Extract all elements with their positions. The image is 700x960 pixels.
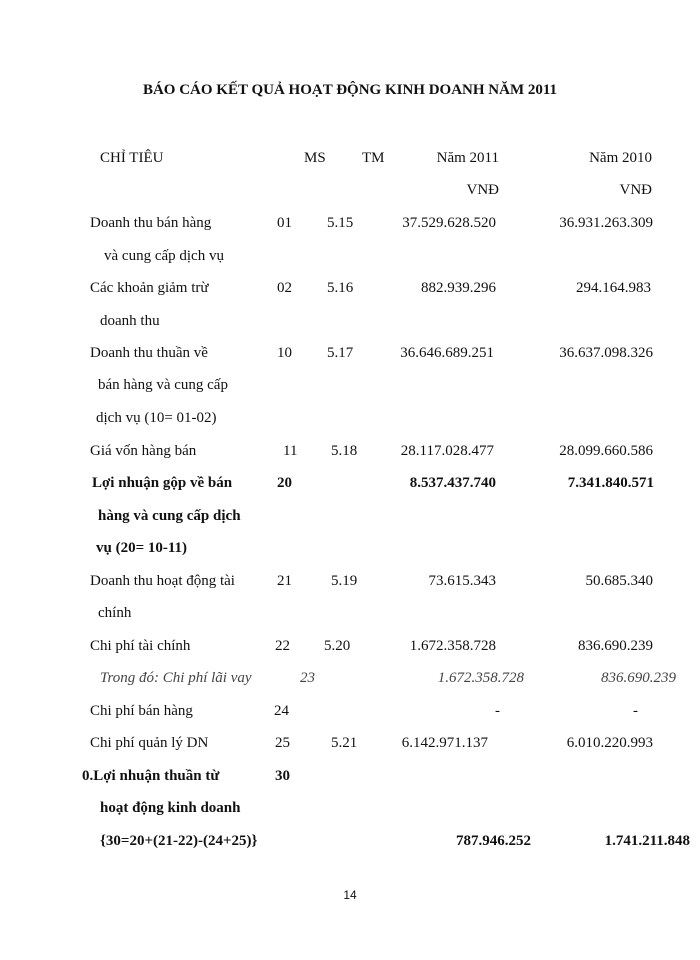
header-tm: TM — [362, 150, 385, 166]
header-year-2011: Năm 2011 — [436, 150, 499, 166]
row-tm: 5.16 — [327, 280, 354, 296]
row-label-line: và cung cấp dịch vụ — [104, 248, 224, 264]
row-label-line: Doanh thu bán hàng — [90, 215, 212, 231]
row-tm: 5.20 — [324, 638, 351, 654]
row-value-2010: 36.931.263.309 — [559, 215, 653, 231]
row-label-line: Lợi nhuận gộp về bán — [92, 475, 233, 491]
row-value-2010: 1.741.211.848 — [604, 833, 690, 849]
row-label-line: 0.Lợi nhuận thuần từ — [82, 768, 220, 784]
row-label-line: Doanh thu hoạt động tài — [90, 573, 235, 589]
row-ms: 23 — [300, 670, 315, 686]
row-value-2011: 1.672.358.728 — [409, 638, 496, 654]
row-value-2011: 36.646.689.251 — [400, 345, 494, 361]
row-value-2011: 787.946.252 — [456, 833, 531, 849]
row-label-line: Doanh thu thuần về — [90, 345, 208, 361]
row-value-2011: 6.142.971.137 — [401, 735, 488, 751]
row-value-2011: 37.529.628.520 — [402, 215, 496, 231]
row-tm: 5.18 — [331, 443, 358, 459]
header-year-2010: Năm 2010 — [589, 150, 652, 166]
row-tm: 5.17 — [327, 345, 354, 361]
row-tm: 5.21 — [331, 735, 358, 751]
row-tm: 5.19 — [331, 573, 358, 589]
row-ms: 10 — [277, 345, 292, 361]
row-value-2011: 882.939.296 — [421, 280, 496, 296]
row-ms: 22 — [275, 638, 290, 654]
row-value-2010: 294.164.983 — [576, 280, 651, 296]
row-label-line: Các khoản giảm trừ — [90, 280, 209, 296]
row-value-2010: - — [633, 703, 638, 719]
row-label-line: hàng và cung cấp dịch — [98, 508, 241, 524]
row-label-line: Chi phí bán hàng — [90, 703, 193, 719]
row-label-line: hoạt động kinh doanh — [100, 800, 241, 816]
row-ms: 30 — [275, 768, 290, 784]
header-ms: MS — [304, 150, 326, 166]
page-number: 14 — [343, 888, 357, 902]
row-value-2010: 836.690.239 — [578, 638, 653, 654]
row-ms: 11 — [283, 443, 298, 459]
row-ms: 01 — [277, 215, 292, 231]
row-value-2010: 28.099.660.586 — [559, 443, 653, 459]
report-title: BÁO CÁO KẾT QUẢ HOẠT ĐỘNG KINH DOANH NĂM 2011 — [142, 82, 558, 98]
row-value-2011: 73.615.343 — [428, 573, 496, 589]
row-value-2010: 50.685.340 — [585, 573, 653, 589]
row-label-line: bán hàng và cung cấp — [98, 377, 228, 393]
header-unit-2011: VNĐ — [466, 182, 499, 198]
row-label-line: Chi phí quản lý DN — [90, 735, 209, 751]
row-label-line: chính — [98, 605, 132, 621]
row-label-line: Giá vốn hàng bán — [90, 443, 197, 459]
row-label-line: {30=20+(21-22)-(24+25)} — [100, 833, 258, 849]
row-label-line: doanh thu — [100, 313, 160, 329]
row-value-2010: 7.341.840.571 — [567, 475, 654, 491]
row-label-line: dịch vụ (10= 01-02) — [96, 410, 217, 426]
row-label-line: vụ (20= 10-11) — [96, 540, 188, 556]
row-ms: 24 — [274, 703, 289, 719]
header-unit-2010: VNĐ — [619, 182, 652, 198]
row-label-line: Chi phí tài chính — [90, 638, 191, 654]
row-label-line: Trong đó: Chi phí lãi vay — [100, 670, 252, 686]
row-ms: 02 — [277, 280, 292, 296]
row-value-2011: 8.537.437.740 — [409, 475, 496, 491]
row-value-2010: 6.010.220.993 — [566, 735, 653, 751]
row-ms: 21 — [277, 573, 292, 589]
header-chi-tieu: CHỈ TIÊU — [100, 150, 164, 166]
row-ms: 20 — [277, 475, 292, 491]
row-value-2011: - — [495, 703, 500, 719]
row-value-2011: 28.117.028.477 — [400, 443, 494, 459]
row-value-2010: 836.690.239 — [601, 670, 676, 686]
row-tm: 5.15 — [327, 215, 354, 231]
row-value-2011: 1.672.358.728 — [437, 670, 524, 686]
row-ms: 25 — [275, 735, 290, 751]
row-value-2010: 36.637.098.326 — [559, 345, 653, 361]
